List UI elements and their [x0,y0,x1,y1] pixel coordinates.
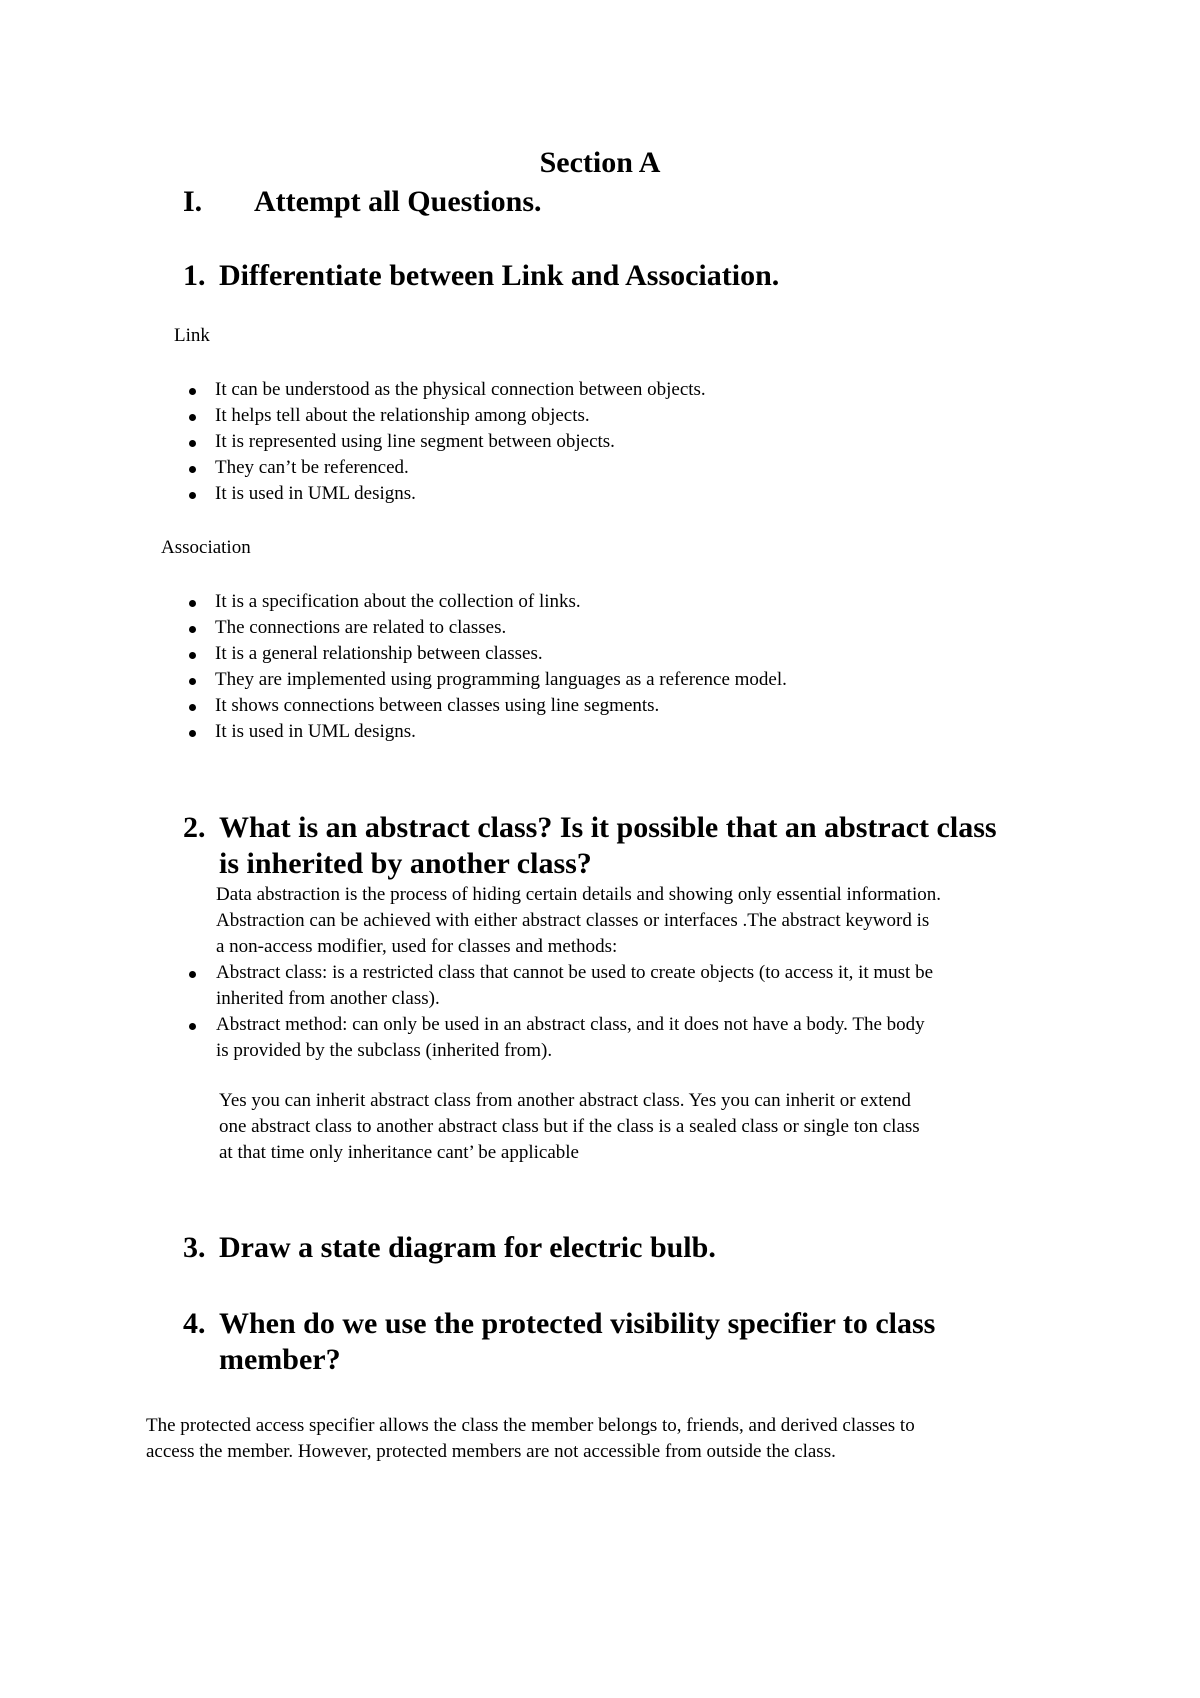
association-label: Association [161,537,251,558]
link-label: Link [174,325,210,346]
abstract-method-bullet-line: is provided by the subclass (inherited from). [216,1040,553,1061]
bullet-icon [189,414,196,421]
question-3-number: 3. [183,1231,206,1264]
question-3-title: Draw a state diagram for electric bulb. [219,1231,716,1264]
bullet-icon [189,1023,196,1030]
question-4-title-line-2: member? [219,1343,341,1376]
section-title: Section A [539,146,661,179]
bullet-icon [189,971,196,978]
question-4-number: 4. [183,1307,206,1340]
question-2-answer-line: Yes you can inherit abstract class from another abstract class. Yes you can inherit or extend [219,1090,911,1111]
question-1-title: Differentiate between Link and Association. [219,259,780,292]
abstract-method-bullet-line: Abstract method: can only be used in an abstract class, and it does not have a body. The body [216,1014,925,1035]
abstract-class-bullet-line: inherited from another class). [216,988,440,1009]
question-4-answer-line: The protected access specifier allows the class the member belongs to, friends, and derived classes to [146,1415,915,1436]
list-item: The connections are related to classes. [186,615,787,641]
question-2-title-line-1: What is an abstract class? Is it possible that an abstract class [219,811,997,844]
question-2-intro-line: Abstraction can be achieved with either abstract classes or interfaces .The abstract keyword is [216,910,930,931]
list-item: It shows connections between classes using line segments. [186,693,787,719]
list-item: It is used in UML designs. [186,481,706,507]
bullet-icon [189,730,196,737]
question-2-intro-line: a non-access modifier, used for classes and methods: [216,936,618,957]
question-4-answer-line: access the member. However, protected members are not accessible from outside the class. [146,1441,836,1462]
list-item: They are implemented using programming languages as a reference model. [186,667,787,693]
list-item: It helps tell about the relationship among objects. [186,403,706,429]
bullet-icon [189,626,196,633]
bullet-icon [189,466,196,473]
list-item: They can’t be referenced. [186,455,706,481]
question-2-number: 2. [183,811,206,844]
bullet-icon [189,704,196,711]
bullet-icon [189,652,196,659]
question-2-intro-line: Data abstraction is the process of hiding certain details and showing only essential information. [216,884,941,905]
question-2-title-line-2: is inherited by another class? [219,847,592,880]
question-1-number: 1. [183,259,206,292]
list-item: It can be understood as the physical connection between objects. [186,377,706,403]
bullet-icon [189,678,196,685]
question-4-title-line-1: When do we use the protected visibility specifier to class [219,1307,936,1340]
bullet-icon [189,388,196,395]
question-2-answer-line: one abstract class to another abstract class but if the class is a sealed class or single ton class [219,1116,920,1137]
abstract-class-bullet-line: Abstract class: is a restricted class that cannot be used to create objects (to access it, it must be [216,962,934,983]
part-number: I. [183,185,203,218]
list-item: It is used in UML designs. [186,719,787,745]
bullet-icon [189,440,196,447]
part-title: Attempt all Questions. [254,185,542,218]
bullet-icon [189,600,196,607]
bullet-icon [189,492,196,499]
association-points-list [186,589,787,745]
question-2-answer-line: at that time only inheritance cant’ be applicable [219,1142,579,1163]
list-item: It is a specification about the collection of links. [186,589,787,615]
list-item: It is a general relationship between classes. [186,641,787,667]
list-item: It is represented using line segment between objects. [186,429,706,455]
link-points-list [186,377,706,507]
